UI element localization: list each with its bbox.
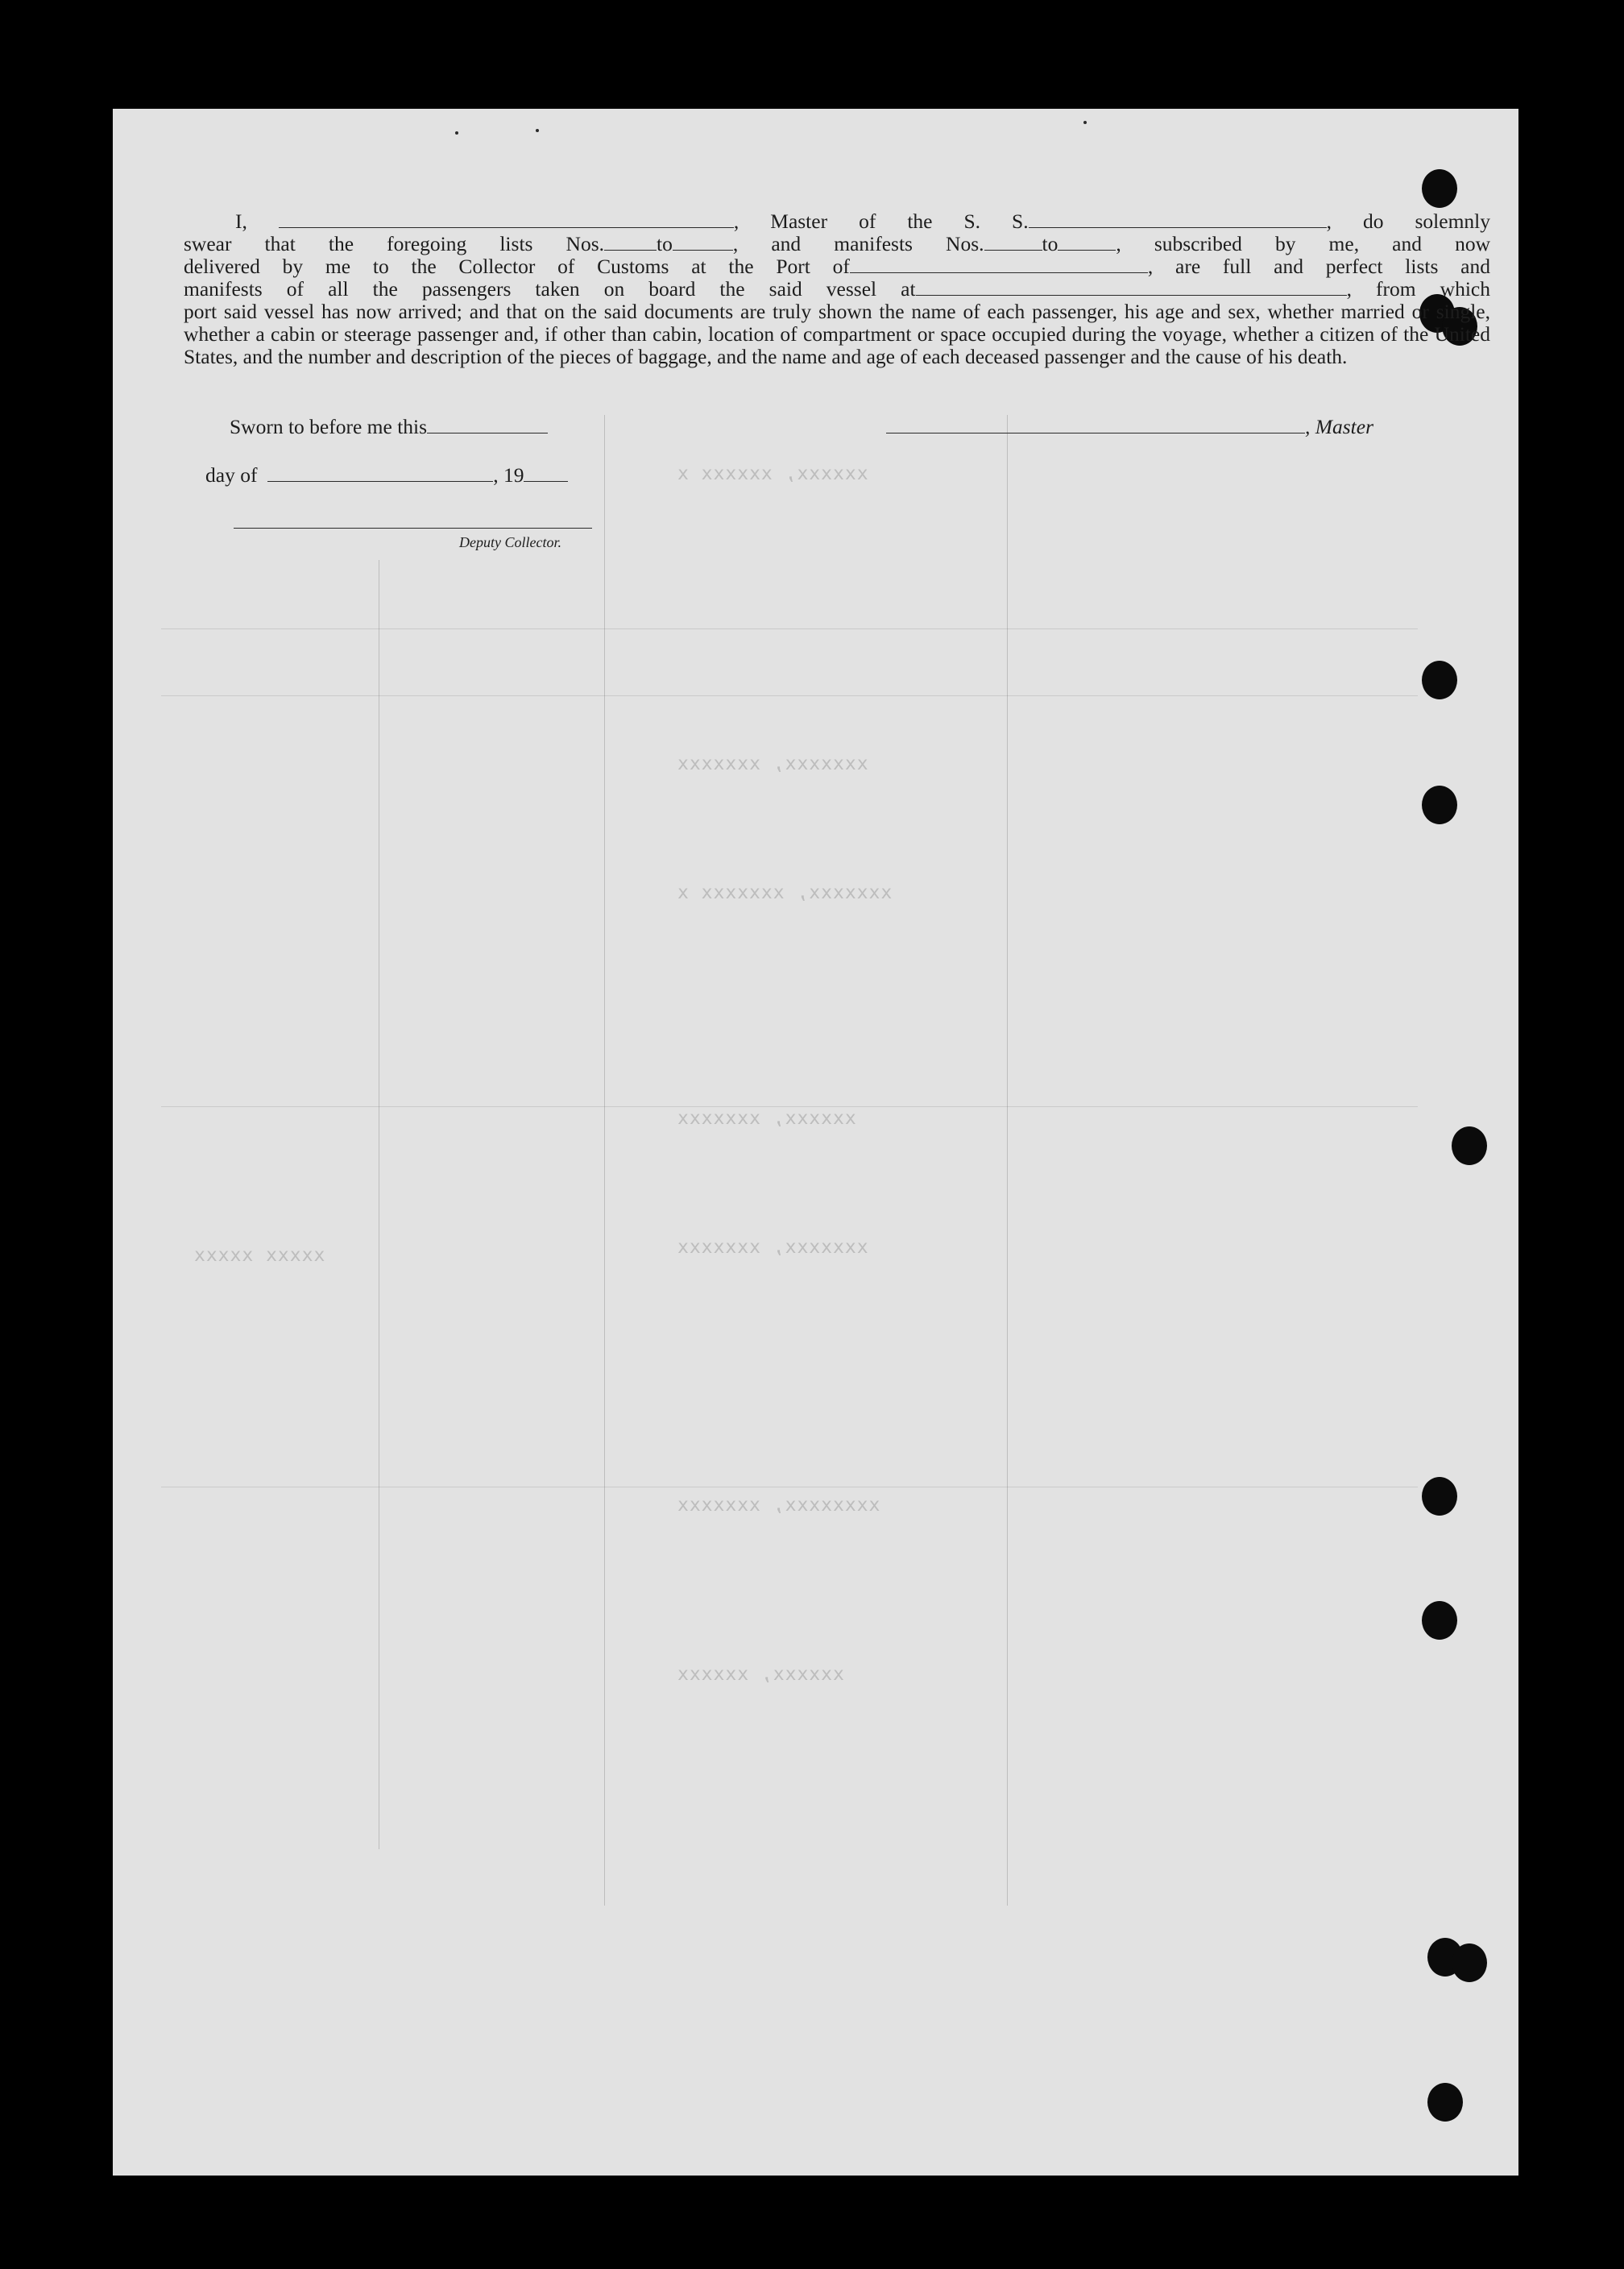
departure-port-field[interactable] — [916, 279, 1347, 296]
ink-speck — [455, 131, 458, 135]
oath-line-1 — [184, 210, 1490, 233]
month-field[interactable] — [267, 467, 493, 482]
master-signature-row — [886, 415, 1373, 439]
binder-hole — [1422, 169, 1457, 208]
oath-text: , subscribed by me, and now — [1116, 232, 1491, 255]
row-rule — [161, 1106, 1418, 1107]
oath-text: , from which — [1346, 277, 1490, 301]
bleed-through-texture: xxxxxx, xxxxxxx — [677, 1108, 856, 1129]
bleed-through-texture: xxxxxxx, xxxxxxx x — [677, 882, 893, 903]
oath-text: , and manifests Nos. — [732, 232, 984, 255]
sworn-label: Sworn to before me this — [230, 415, 428, 438]
bleed-through-texture: xxxxxxxx, xxxxxxx — [677, 1495, 880, 1516]
column-rule — [1007, 415, 1008, 1906]
oath-text: manifests of all the passengers taken on board the said vessel at — [184, 277, 916, 301]
manifest-to-field[interactable] — [1058, 234, 1116, 251]
oath-text: to — [657, 232, 673, 255]
row-rule — [161, 695, 1418, 696]
year-field[interactable] — [524, 467, 568, 482]
column-rule — [604, 415, 605, 1906]
year-label: , 19 — [493, 463, 524, 487]
bleed-through-texture: xxxxxxx, xxxxxxx — [677, 1237, 868, 1258]
list-to-field[interactable] — [673, 234, 733, 251]
oath-line-4 — [184, 278, 1490, 301]
ink-speck — [1083, 121, 1087, 124]
day-of-label: day of — [205, 463, 258, 487]
oath-text: , do solemnly — [1326, 209, 1491, 233]
port-field[interactable] — [850, 256, 1148, 273]
oath-text: I, — [235, 209, 247, 233]
oath-text: delivered by me to the Collector of Customs at the Port of — [184, 255, 850, 278]
master-name-field[interactable] — [279, 211, 734, 228]
oath-body: port said vessel has now arrived; and that on the said documents are truly shown the name of each passenger, his age and sex, whether married or single, whether a cabin or steerage passenger and, if other than cabin, location of compartment or space occupied during the voyage, whether a citizen of the United States, and the number and description of the pieces of baggage, and the name and age of each deceased passenger and the cause of his death. — [184, 300, 1490, 368]
sworn-row — [230, 415, 548, 439]
master-signature-field[interactable] — [886, 418, 1305, 433]
oath-text: , are full and perfect lists and — [1147, 255, 1490, 278]
binder-hole — [1422, 1601, 1457, 1640]
row-rule — [161, 628, 1418, 629]
bleed-through-texture: xxxxxx, xxxxxx — [677, 1664, 844, 1685]
binder-hole — [1422, 661, 1457, 699]
ink-speck — [536, 129, 539, 132]
vessel-name-field[interactable] — [1029, 211, 1327, 228]
sworn-date-field[interactable] — [427, 418, 548, 433]
manifest-page — [113, 109, 1518, 2176]
master-label: , Master — [1305, 415, 1373, 438]
binder-hole — [1452, 1943, 1487, 1982]
bleed-through-texture: xxxxx xxxxx — [193, 1245, 325, 1266]
day-of-row — [205, 463, 568, 487]
bleed-through-texture: xxxxxx, xxxxxx x — [677, 463, 868, 484]
master-oath — [184, 210, 1490, 368]
binder-hole — [1427, 2083, 1463, 2122]
oath-text: swear that the foregoing lists Nos. — [184, 232, 605, 255]
deputy-collector-label: Deputy Collector. — [459, 534, 561, 550]
binder-hole — [1422, 1477, 1457, 1516]
oath-line-2 — [184, 233, 1490, 255]
binder-hole — [1422, 786, 1457, 824]
manifest-from-field[interactable] — [984, 234, 1042, 251]
list-from-field[interactable] — [604, 234, 657, 251]
oath-text: , Master of the S. S. — [733, 209, 1029, 233]
oath-line-3 — [184, 255, 1490, 278]
bleed-through-texture: xxxxxxx, xxxxxxx — [677, 753, 868, 774]
deputy-signature-field[interactable] — [234, 528, 592, 529]
oath-text: to — [1042, 232, 1058, 255]
binder-hole — [1452, 1126, 1487, 1165]
